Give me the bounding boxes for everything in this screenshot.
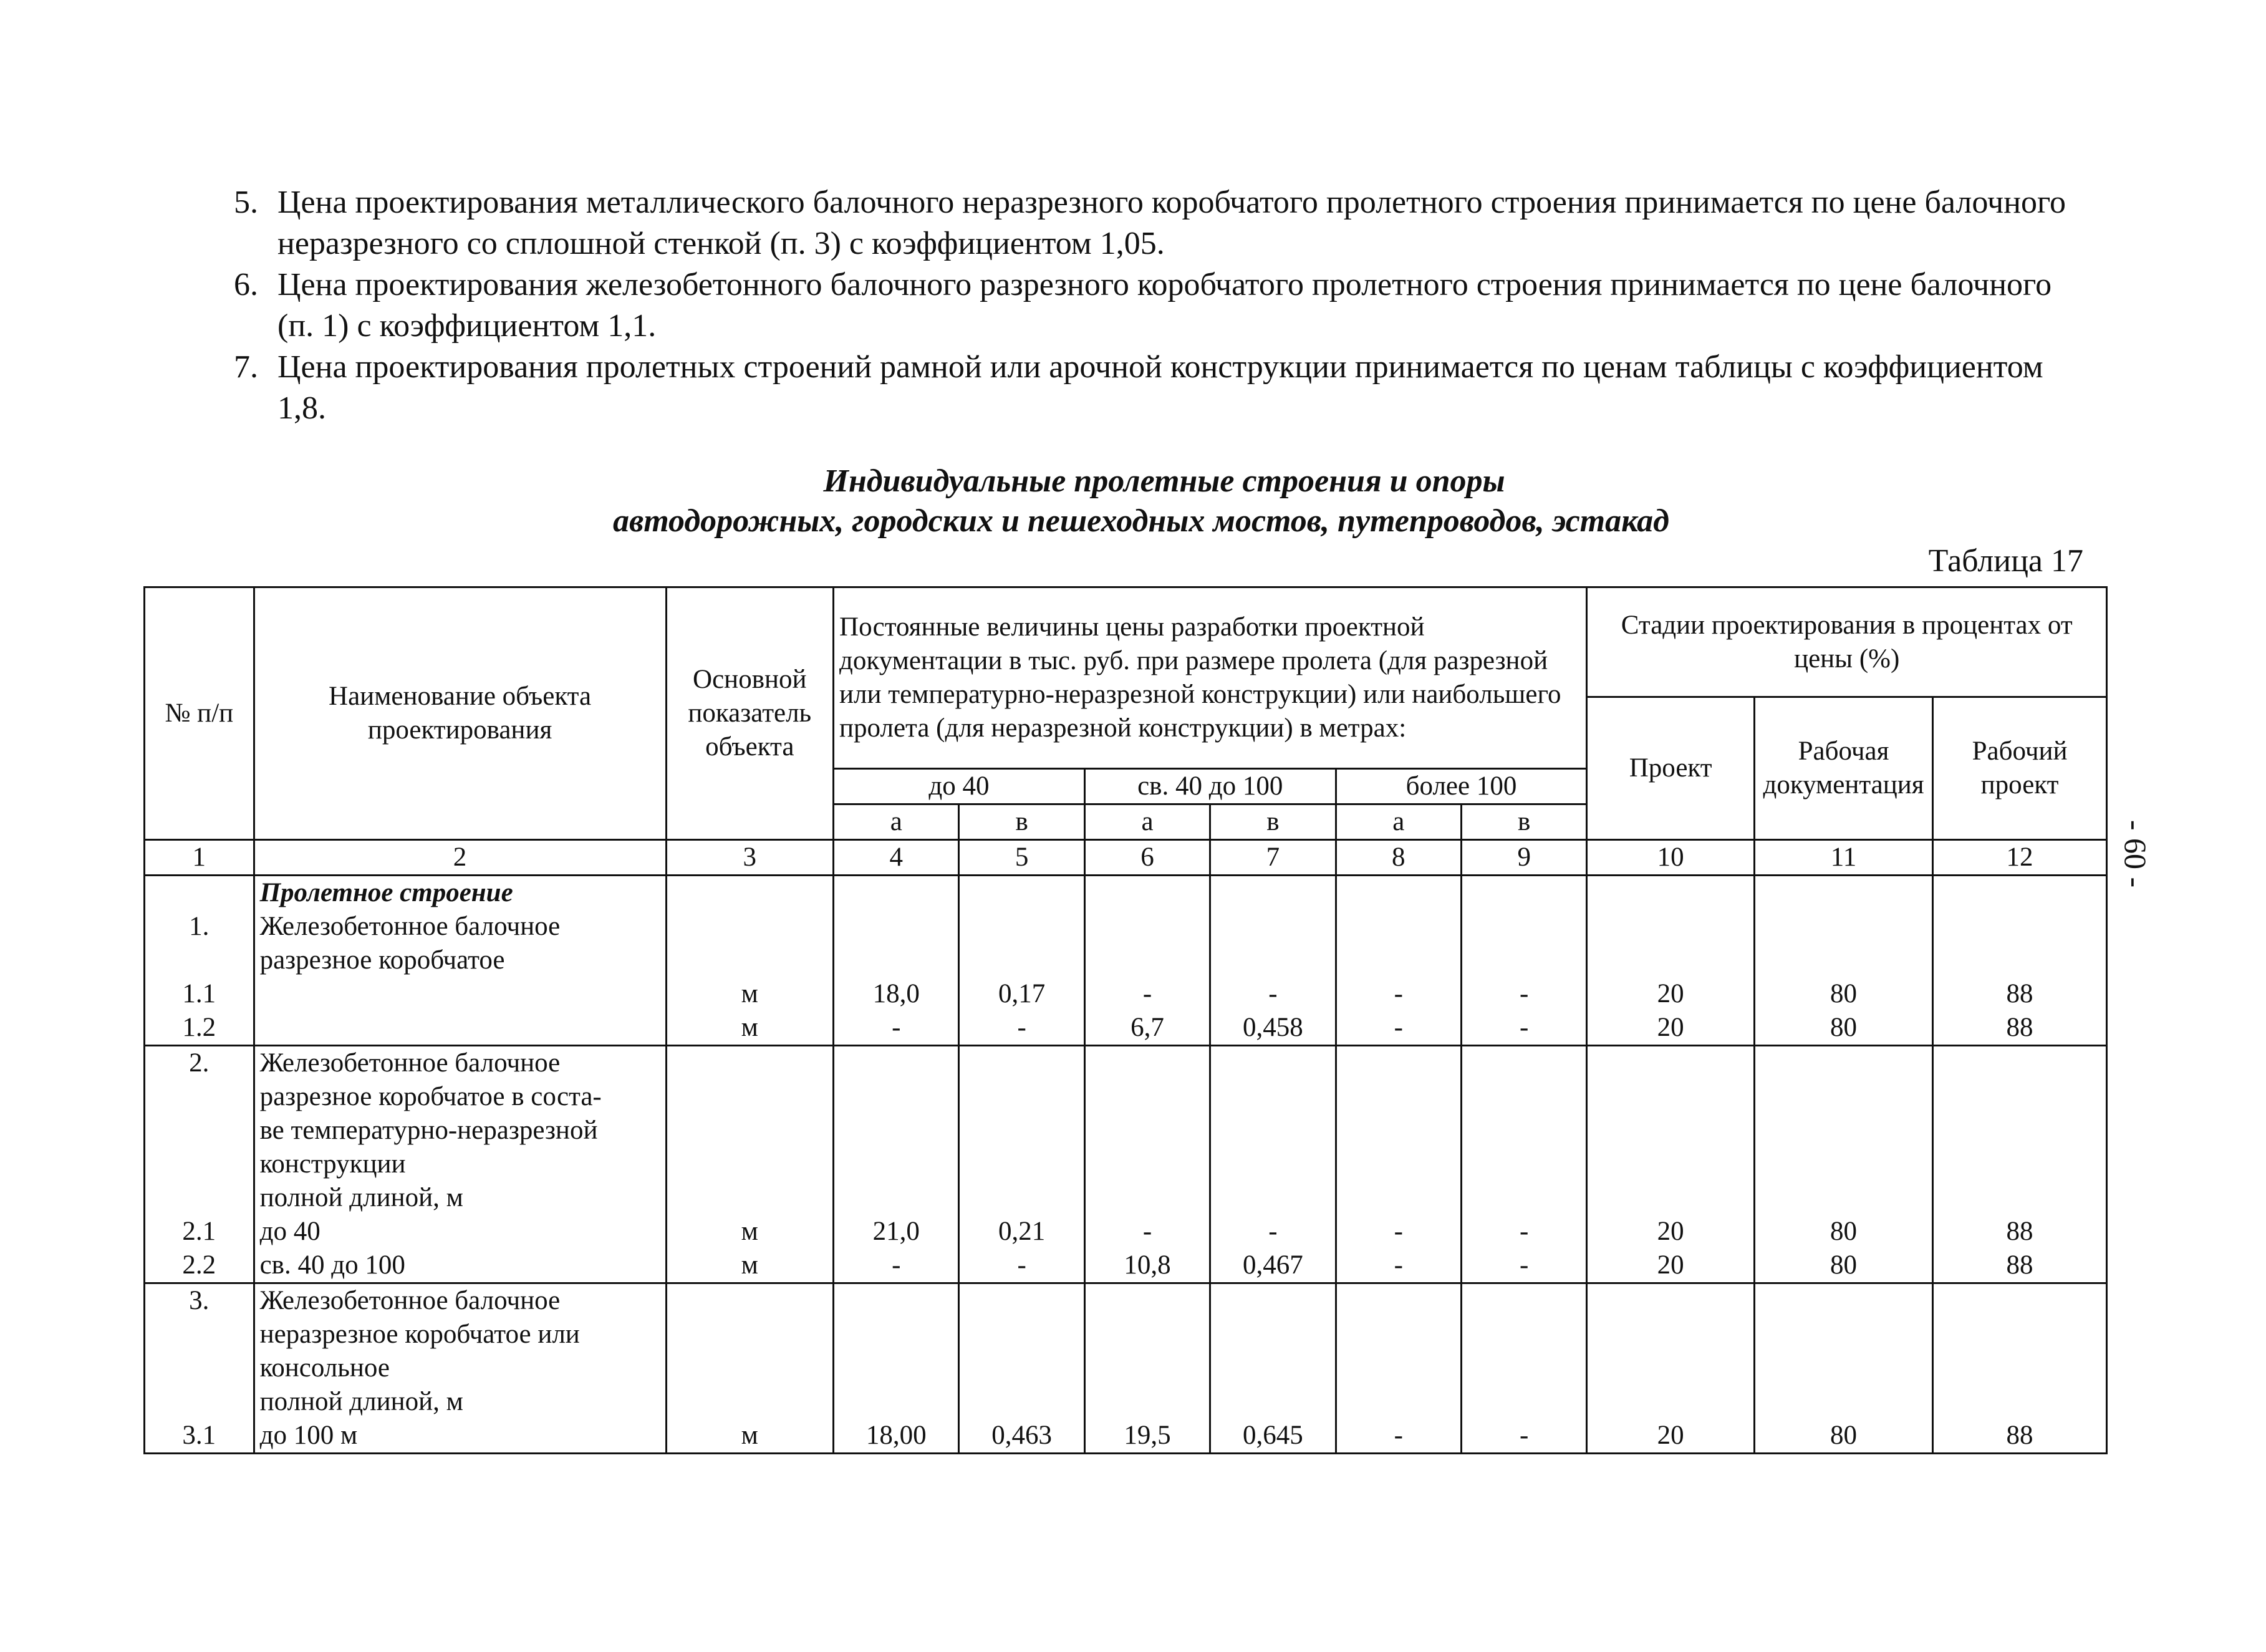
row-name-line: разрезное коробчатое в соста- <box>259 1082 602 1111</box>
row-name-line: неразрезное коробчатое или <box>259 1320 580 1349</box>
table-caption-line2: автодорожных, городских и пешеходных мостов, путепроводов, эстакад <box>613 503 1669 539</box>
note-text: Цена проектирования металлического балочного неразрезного коробчатого пролетного строения принимается по цене балочного неразрезного со сплошной стенкой (п. 3) с коэффициентом 1,05. <box>277 185 2066 261</box>
header-stage-project: Проект <box>1587 697 1755 840</box>
note-text: Цена проектирования пролетных строений рамной или арочной конструкции принимается по ценам таблицы с коэффициентом 1,8. <box>277 349 2043 426</box>
row-number: 1.1 <box>182 979 216 1008</box>
header-prices: Постоянные величины цены разработки проектной документации в тыс. руб. при размере пролета (для разрезной или температурно-неразрезной конструкции) или наибольшего пролета (для неразрезной конструкции) в метрах: <box>834 587 1587 769</box>
value: 88 <box>2006 1250 2033 1280</box>
value-cell <box>1933 1046 2107 1283</box>
value: 80 <box>1830 1013 1857 1042</box>
row-name-line: до 100 м <box>259 1421 358 1450</box>
header-span-up-to-40: до 40 <box>834 769 1085 804</box>
value: 21,0 <box>872 1217 920 1246</box>
value-cell <box>1336 1046 1461 1283</box>
unit: м <box>741 979 758 1008</box>
row-name: Железобетонное балочное разрезное коробчатое <box>259 912 561 975</box>
table-row-group-2 <box>145 1046 2107 1283</box>
row-number: 3. <box>189 1286 210 1315</box>
value: 20 <box>1657 1217 1684 1246</box>
colnum: 7 <box>1210 840 1336 876</box>
value: - <box>1268 979 1278 1008</box>
value: 10,8 <box>1124 1250 1171 1280</box>
value-cell <box>1754 876 1932 1046</box>
header-b: в <box>1462 804 1587 840</box>
header-a: а <box>1084 804 1210 840</box>
unit: м <box>741 1421 758 1450</box>
colnum: 9 <box>1462 840 1587 876</box>
header-row-1 <box>145 587 2107 697</box>
note-number: 6. <box>234 267 258 302</box>
colnum: 10 <box>1587 840 1755 876</box>
row-number-cell <box>145 876 254 1046</box>
value-cell <box>1587 876 1755 1046</box>
colnum: 12 <box>1933 840 2107 876</box>
value: - <box>1520 1250 1529 1280</box>
row-name-cell <box>254 876 666 1046</box>
unit: м <box>741 1250 758 1280</box>
price-table <box>143 586 2108 1454</box>
section-title: Пролетное строение <box>259 878 513 907</box>
row-name-cell <box>254 1283 666 1454</box>
value: 80 <box>1830 1250 1857 1280</box>
unit-cell <box>666 1046 834 1283</box>
value: 88 <box>2006 1013 2033 1042</box>
row-name-cell <box>254 1046 666 1283</box>
value: - <box>1520 979 1529 1008</box>
row-name-line: до 40 <box>259 1217 321 1246</box>
value-cell <box>959 876 1084 1046</box>
colnum: 11 <box>1754 840 1932 876</box>
row-number: 1.2 <box>182 1013 216 1042</box>
value: - <box>1017 1250 1026 1280</box>
header-span-40-100: св. 40 до 100 <box>1084 769 1336 804</box>
note-6 <box>234 264 2073 347</box>
note-text: Цена проектирования железобетонного балочного разрезного коробчатого пролетного строения принимается по цене балочного (п. 1) с коэффициентом 1,1. <box>277 267 2052 344</box>
colnum: 1 <box>145 840 254 876</box>
value: - <box>1394 1013 1403 1042</box>
row-number: 3.1 <box>182 1421 216 1450</box>
value: - <box>1394 1217 1403 1246</box>
value-cell <box>1754 1046 1932 1283</box>
value: 0,17 <box>998 979 1046 1008</box>
header-stage-workproj: Рабочий проект <box>1933 697 2107 840</box>
value: - <box>1142 1217 1152 1246</box>
row-number-cell <box>145 1283 254 1454</box>
row-name-line: Железобетонное балочное <box>259 1048 561 1078</box>
header-b: в <box>959 804 1084 840</box>
column-number-row <box>145 840 2107 876</box>
value: 80 <box>1830 1217 1857 1246</box>
colnum: 6 <box>1084 840 1210 876</box>
value-cell <box>1084 1046 1210 1283</box>
header-name: Наименование объекта проектирования <box>254 587 666 840</box>
table-number: Таблица 17 <box>1928 543 2083 579</box>
colnum: 4 <box>834 840 959 876</box>
value: 18,0 <box>872 979 920 1008</box>
row-name-line: св. 40 до 100 <box>259 1250 405 1280</box>
value: - <box>1142 979 1152 1008</box>
note-number: 5. <box>234 185 258 220</box>
value: - <box>1394 979 1403 1008</box>
row-name-line: консольное <box>259 1353 390 1383</box>
value: 6,7 <box>1131 1013 1164 1042</box>
value: 20 <box>1657 979 1684 1008</box>
value: - <box>1520 1013 1529 1042</box>
unit: м <box>741 1013 758 1042</box>
notes-list <box>234 182 2073 429</box>
value-cell: 20 <box>1587 1283 1755 1454</box>
header-stage-workdoc: Рабочая документация <box>1754 697 1932 840</box>
value-cell <box>1462 1046 1587 1283</box>
header-span-over-100: более 100 <box>1336 769 1587 804</box>
value-cell <box>1587 1046 1755 1283</box>
value-cell <box>1462 876 1587 1046</box>
value: - <box>1394 1250 1403 1280</box>
value: - <box>892 1013 901 1042</box>
value-cell <box>1210 1046 1336 1283</box>
value-cell <box>1336 876 1461 1046</box>
table-row-group-3 <box>145 1283 2107 1454</box>
value-cell: 88 <box>1933 1283 2107 1454</box>
value: - <box>1520 1217 1529 1246</box>
colnum: 5 <box>959 840 1084 876</box>
row-name-line: Железобетонное балочное <box>259 1286 561 1315</box>
value: 20 <box>1657 1013 1684 1042</box>
row-number-cell <box>145 1046 254 1283</box>
table-caption-line1: Индивидуальные пролетные строения и опоры <box>823 463 1505 499</box>
value: 0,458 <box>1243 1013 1303 1042</box>
value-cell: 18,00 <box>834 1283 959 1454</box>
value: 88 <box>2006 979 2033 1008</box>
note-number: 7. <box>234 349 258 385</box>
value-cell <box>1084 876 1210 1046</box>
value-cell: 0,463 <box>959 1283 1084 1454</box>
value: 0,21 <box>998 1217 1046 1246</box>
value: 88 <box>2006 1217 2033 1246</box>
value-cell <box>834 1046 959 1283</box>
note-7 <box>234 347 2073 429</box>
unit-cell <box>666 876 834 1046</box>
value-cell <box>959 1046 1084 1283</box>
header-b: в <box>1210 804 1336 840</box>
colnum: 8 <box>1336 840 1461 876</box>
value: 0,467 <box>1243 1250 1303 1280</box>
header-no: № п/п <box>145 587 254 840</box>
note-5 <box>234 182 2073 264</box>
row-name-line: конструкции <box>259 1149 406 1179</box>
value-cell: 19,5 <box>1084 1283 1210 1454</box>
header-stages: Стадии проектирования в процентах от цены (%) <box>1587 587 2107 697</box>
value-cell <box>1933 876 2107 1046</box>
value: 20 <box>1657 1250 1684 1280</box>
value-cell <box>834 876 959 1046</box>
row-name-line: ве температурно-неразрезной <box>259 1116 598 1145</box>
table-row-group-1 <box>145 876 2107 1046</box>
row-number: 2.1 <box>182 1217 216 1246</box>
colnum: 3 <box>666 840 834 876</box>
row-name-line: полной длиной, м <box>259 1183 463 1212</box>
value-cell: - <box>1462 1283 1587 1454</box>
value: - <box>1017 1013 1026 1042</box>
value-cell: 0,645 <box>1210 1283 1336 1454</box>
unit: м <box>741 1217 758 1246</box>
row-number: 2. <box>189 1048 210 1078</box>
page-number: - 60 - <box>2118 819 2153 888</box>
value-cell: - <box>1336 1283 1461 1454</box>
value-cell: 80 <box>1754 1283 1932 1454</box>
header-a: а <box>834 804 959 840</box>
unit-cell <box>666 1283 834 1454</box>
value-cell <box>1210 876 1336 1046</box>
value: - <box>1268 1217 1278 1246</box>
header-unit: Основной показатель объекта <box>666 587 834 840</box>
value: - <box>892 1250 901 1280</box>
colnum: 2 <box>254 840 666 876</box>
row-number: 2.2 <box>182 1250 216 1280</box>
row-number: 1. <box>189 912 210 941</box>
header-a: а <box>1336 804 1461 840</box>
row-name-line: полной длиной, м <box>259 1387 463 1416</box>
value: 80 <box>1830 979 1857 1008</box>
